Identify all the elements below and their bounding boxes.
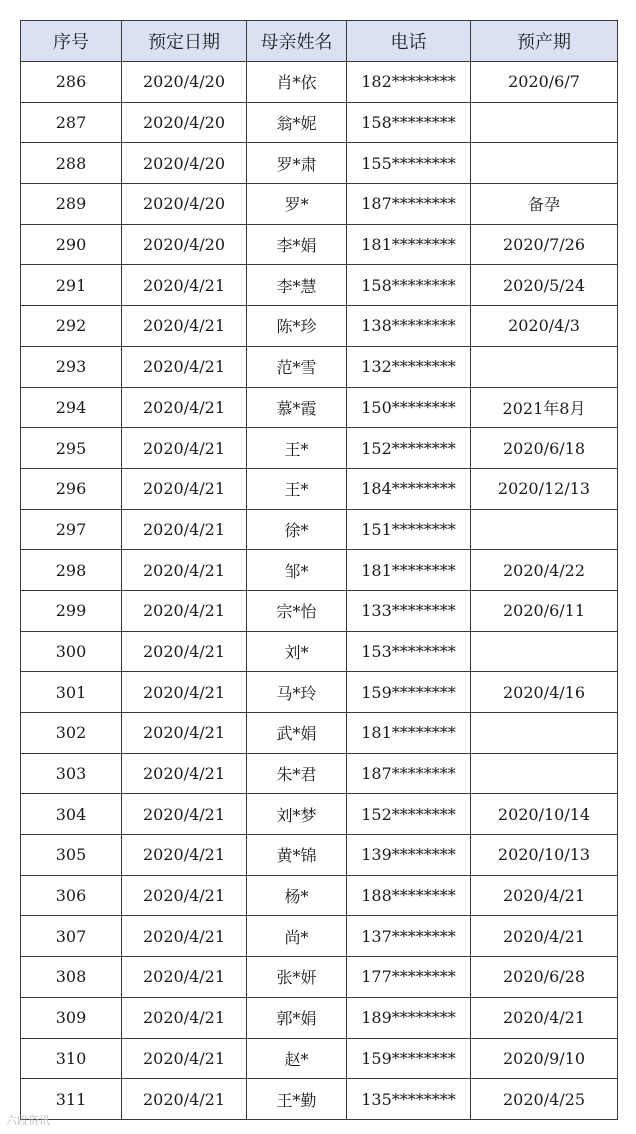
phone-cell: 189********	[347, 997, 471, 1038]
mother-name-cell: 尚*	[247, 916, 347, 957]
mother-name-cell: 邹*	[247, 550, 347, 591]
col-header-serial: 序号	[21, 21, 122, 62]
mother-name-cell: 罗*	[247, 184, 347, 225]
col-header-due-date: 预产期	[471, 21, 618, 62]
mother-name-cell: 黄*锦	[247, 835, 347, 876]
phone-cell: 138********	[347, 306, 471, 347]
due-date-cell: 2020/4/25	[471, 1079, 618, 1120]
phone-cell: 181********	[347, 713, 471, 754]
booking-date-cell: 2020/4/20	[122, 102, 247, 143]
booking-date-cell: 2020/4/21	[122, 1079, 247, 1120]
serial-cell: 298	[21, 550, 122, 591]
due-date-cell: 2020/10/13	[471, 835, 618, 876]
table-row	[21, 224, 618, 265]
mother-name-cell: 武*娟	[247, 713, 347, 754]
table-row	[21, 62, 618, 103]
serial-cell: 299	[21, 590, 122, 631]
booking-date-cell: 2020/4/21	[122, 753, 247, 794]
table-row	[21, 509, 618, 550]
mother-name-cell: 郭*娟	[247, 997, 347, 1038]
booking-date-cell: 2020/4/21	[122, 672, 247, 713]
phone-cell: 150********	[347, 387, 471, 428]
table-row	[21, 1038, 618, 1079]
due-date-cell	[471, 102, 618, 143]
table-row	[21, 102, 618, 143]
serial-cell: 291	[21, 265, 122, 306]
table-row	[21, 957, 618, 998]
table-row	[21, 550, 618, 591]
table-header	[21, 21, 618, 62]
serial-cell: 308	[21, 957, 122, 998]
serial-cell: 310	[21, 1038, 122, 1079]
booking-date-cell: 2020/4/21	[122, 306, 247, 347]
serial-cell: 288	[21, 143, 122, 184]
serial-cell: 302	[21, 713, 122, 754]
phone-cell: 182********	[347, 62, 471, 103]
mother-name-cell: 王*	[247, 428, 347, 469]
mother-name-cell: 罗*肃	[247, 143, 347, 184]
booking-date-cell: 2020/4/21	[122, 265, 247, 306]
due-date-cell: 备孕	[471, 184, 618, 225]
due-date-cell: 2020/4/21	[471, 997, 618, 1038]
booking-date-cell: 2020/4/20	[122, 143, 247, 184]
phone-cell: 155********	[347, 143, 471, 184]
booking-date-cell: 2020/4/20	[122, 224, 247, 265]
col-header-booking-date: 预定日期	[122, 21, 247, 62]
serial-cell: 307	[21, 916, 122, 957]
phone-cell: 152********	[347, 428, 471, 469]
due-date-cell: 2020/6/7	[471, 62, 618, 103]
booking-date-cell: 2020/4/21	[122, 468, 247, 509]
phone-cell: 181********	[347, 224, 471, 265]
booking-date-cell: 2020/4/21	[122, 957, 247, 998]
table-row	[21, 835, 618, 876]
phone-cell: 135********	[347, 1079, 471, 1120]
booking-date-cell: 2020/4/20	[122, 62, 247, 103]
serial-cell: 292	[21, 306, 122, 347]
mother-name-cell: 赵*	[247, 1038, 347, 1079]
due-date-cell	[471, 509, 618, 550]
booking-date-cell: 2020/4/21	[122, 713, 247, 754]
phone-cell: 159********	[347, 672, 471, 713]
mother-name-cell: 范*雪	[247, 346, 347, 387]
mother-name-cell: 徐*	[247, 509, 347, 550]
table-row	[21, 468, 618, 509]
phone-cell: 158********	[347, 265, 471, 306]
col-header-phone: 电话	[347, 21, 471, 62]
due-date-cell: 2020/7/26	[471, 224, 618, 265]
reservation-table	[20, 20, 618, 1120]
phone-cell: 177********	[347, 957, 471, 998]
due-date-cell: 2020/12/13	[471, 468, 618, 509]
mother-name-cell: 马*玲	[247, 672, 347, 713]
due-date-cell: 2020/4/21	[471, 875, 618, 916]
serial-cell: 301	[21, 672, 122, 713]
phone-cell: 133********	[347, 590, 471, 631]
due-date-cell: 2020/4/3	[471, 306, 618, 347]
mother-name-cell: 慕*霞	[247, 387, 347, 428]
table-body	[21, 62, 618, 1120]
due-date-cell: 2020/6/11	[471, 590, 618, 631]
serial-cell: 300	[21, 631, 122, 672]
serial-cell: 305	[21, 835, 122, 876]
serial-cell: 309	[21, 997, 122, 1038]
booking-date-cell: 2020/4/21	[122, 428, 247, 469]
phone-cell: 187********	[347, 753, 471, 794]
serial-cell: 287	[21, 102, 122, 143]
mother-name-cell: 朱*君	[247, 753, 347, 794]
serial-cell: 295	[21, 428, 122, 469]
table-row	[21, 1079, 618, 1120]
booking-date-cell: 2020/4/21	[122, 916, 247, 957]
table-row	[21, 753, 618, 794]
serial-cell: 294	[21, 387, 122, 428]
due-date-cell: 2020/6/28	[471, 957, 618, 998]
phone-cell: 151********	[347, 509, 471, 550]
serial-cell: 296	[21, 468, 122, 509]
mother-name-cell: 刘*	[247, 631, 347, 672]
booking-date-cell: 2020/4/21	[122, 875, 247, 916]
phone-cell: 152********	[347, 794, 471, 835]
table-row	[21, 265, 618, 306]
table-row	[21, 875, 618, 916]
booking-date-cell: 2020/4/21	[122, 387, 247, 428]
table-row	[21, 713, 618, 754]
booking-date-cell: 2020/4/21	[122, 550, 247, 591]
serial-cell: 311	[21, 1079, 122, 1120]
booking-date-cell: 2020/4/21	[122, 590, 247, 631]
mother-name-cell: 翁*妮	[247, 102, 347, 143]
serial-cell: 293	[21, 346, 122, 387]
table-row	[21, 916, 618, 957]
due-date-cell	[471, 143, 618, 184]
table-row	[21, 306, 618, 347]
mother-name-cell: 张*妍	[247, 957, 347, 998]
booking-date-cell: 2020/4/21	[122, 1038, 247, 1079]
col-header-mother-name: 母亲姓名	[247, 21, 347, 62]
table-row	[21, 590, 618, 631]
serial-cell: 297	[21, 509, 122, 550]
mother-name-cell: 王*	[247, 468, 347, 509]
due-date-cell: 2020/5/24	[471, 265, 618, 306]
mother-name-cell: 宗*怡	[247, 590, 347, 631]
due-date-cell: 2020/9/10	[471, 1038, 618, 1079]
phone-cell: 158********	[347, 102, 471, 143]
phone-cell: 139********	[347, 835, 471, 876]
phone-cell: 187********	[347, 184, 471, 225]
due-date-cell: 2021年8月	[471, 387, 618, 428]
due-date-cell: 2020/4/21	[471, 916, 618, 957]
table-row	[21, 346, 618, 387]
phone-cell: 153********	[347, 631, 471, 672]
serial-cell: 303	[21, 753, 122, 794]
booking-date-cell: 2020/4/21	[122, 794, 247, 835]
table-row	[21, 631, 618, 672]
due-date-cell	[471, 713, 618, 754]
mother-name-cell: 陈*珍	[247, 306, 347, 347]
serial-cell: 289	[21, 184, 122, 225]
serial-cell: 290	[21, 224, 122, 265]
serial-cell: 306	[21, 875, 122, 916]
mother-name-cell: 杨*	[247, 875, 347, 916]
serial-cell: 286	[21, 62, 122, 103]
due-date-cell: 2020/4/22	[471, 550, 618, 591]
booking-date-cell: 2020/4/21	[122, 835, 247, 876]
booking-date-cell: 2020/4/21	[122, 631, 247, 672]
phone-cell: 181********	[347, 550, 471, 591]
due-date-cell: 2020/6/18	[471, 428, 618, 469]
mother-name-cell: 肖*依	[247, 62, 347, 103]
table-row	[21, 997, 618, 1038]
serial-cell: 304	[21, 794, 122, 835]
booking-date-cell: 2020/4/21	[122, 509, 247, 550]
phone-cell: 159********	[347, 1038, 471, 1079]
mother-name-cell: 王*勤	[247, 1079, 347, 1120]
phone-cell: 137********	[347, 916, 471, 957]
booking-date-cell: 2020/4/21	[122, 997, 247, 1038]
table-row	[21, 672, 618, 713]
table-row	[21, 794, 618, 835]
due-date-cell	[471, 631, 618, 672]
due-date-cell: 2020/10/14	[471, 794, 618, 835]
mother-name-cell: 李*慧	[247, 265, 347, 306]
booking-date-cell: 2020/4/21	[122, 346, 247, 387]
due-date-cell	[471, 753, 618, 794]
mother-name-cell: 刘*梦	[247, 794, 347, 835]
phone-cell: 188********	[347, 875, 471, 916]
due-date-cell: 2020/4/16	[471, 672, 618, 713]
watermark-text: 六段资讯	[6, 1114, 50, 1127]
header-row	[21, 21, 618, 62]
mother-name-cell: 李*娟	[247, 224, 347, 265]
table-row	[21, 428, 618, 469]
table-row	[21, 143, 618, 184]
table-row	[21, 184, 618, 225]
table-row	[21, 387, 618, 428]
due-date-cell	[471, 346, 618, 387]
booking-date-cell: 2020/4/20	[122, 184, 247, 225]
phone-cell: 132********	[347, 346, 471, 387]
phone-cell: 184********	[347, 468, 471, 509]
